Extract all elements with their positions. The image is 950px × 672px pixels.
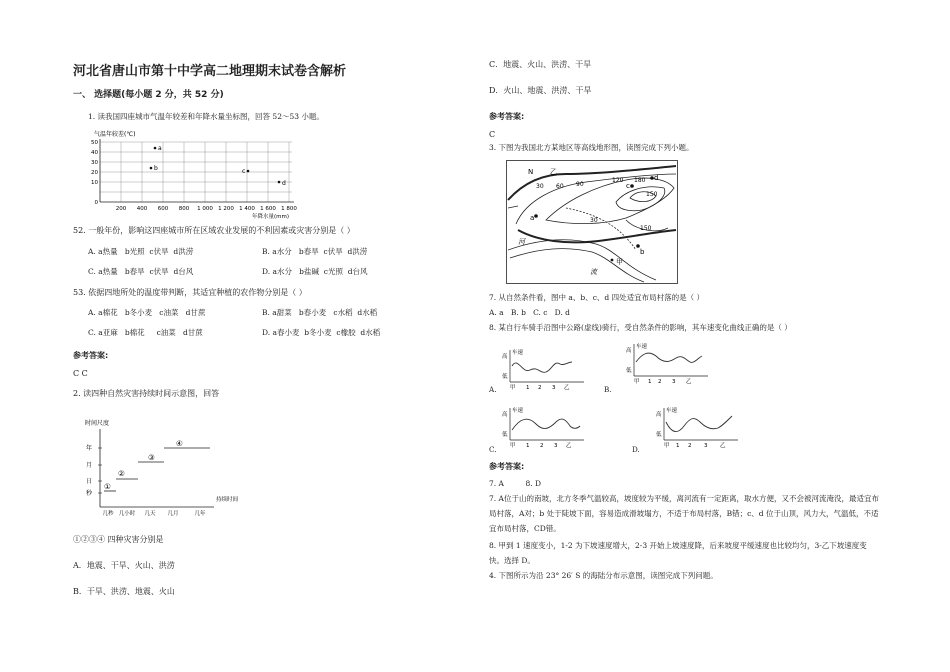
answer-text: 7. A 8. D: [489, 479, 541, 488]
speed-graph-d: [654, 404, 744, 450]
chart-ylabel: 气温年较差(℃): [94, 131, 136, 138]
svg-text:2: 2: [540, 443, 544, 449]
q2-sub: ①②③④ 四种灾害分别是: [73, 535, 164, 544]
contour-30: 30: [536, 183, 544, 190]
svg-text:2: 2: [658, 379, 662, 385]
disaster-duration-diagram: [82, 415, 242, 519]
contour-150a: 150: [646, 191, 658, 198]
x-tick: 1 200: [218, 206, 234, 212]
label-yi: 乙: [550, 168, 557, 176]
svg-text:1: 1: [648, 379, 652, 385]
q1-stem: 1. 读我国四座城市气温年较差和年降水量坐标图，回答 52～53 小题。: [88, 112, 324, 121]
chart-xlabel: 年降水量(mm): [252, 214, 290, 220]
diagram-xlabel: 持续时间: [216, 497, 239, 503]
x-tick: 400: [136, 206, 148, 212]
label-c: c: [242, 168, 246, 175]
marker-1: ①: [104, 482, 111, 491]
q2-opt-B: B．干旱、洪涝、地震、火山: [73, 587, 175, 596]
contour-90: 90: [576, 181, 584, 188]
explanation-8: 8. 甲到 1 速度变小，1-2 为下坡速度增大，2-3 开始上坡速度降，后来坡度平缓速度也比较均匀，3-乙下坡速度变快。选择 D。: [489, 541, 867, 565]
point-a: [154, 147, 157, 150]
svg-text:高: 高: [626, 348, 632, 354]
svg-text:高: 高: [656, 412, 662, 418]
point-c: [247, 170, 250, 173]
label-a: a: [158, 145, 162, 152]
x-tick: 1 000: [197, 206, 213, 212]
x-tick: 600: [157, 206, 169, 212]
q53-stem: 53. 依据四地所处的温度带判断，其适宜种植的农作物分别是（ ）: [73, 288, 307, 297]
marker-4: ④: [176, 439, 183, 448]
point-c: [630, 184, 634, 188]
x-tick: 几小时: [118, 511, 136, 517]
x-tick: 几月: [167, 511, 179, 517]
point-a: [534, 214, 538, 218]
svg-text:甲: 甲: [510, 385, 516, 391]
svg-text:1: 1: [526, 385, 530, 391]
q2-opt-C: C．地震、火山、洪涝、干旱: [489, 60, 592, 69]
q7-options: A. a B. b C. c D. d: [489, 308, 570, 317]
svg-text:高: 高: [502, 412, 508, 418]
svg-text:低: 低: [502, 374, 508, 380]
q52-stem: 52. 一般年份，影响这四座城市所在区域农业发展的不利因素或灾害分别是（ ）: [73, 226, 355, 235]
y-tick-second: 秒: [86, 490, 93, 497]
svg-text:1: 1: [526, 443, 530, 449]
svg-text:低: 低: [626, 368, 632, 374]
q53-opt-B: B. a甜菜 b春小麦 c水稻 d水稻: [262, 308, 378, 317]
label-d: d: [282, 180, 286, 187]
q8-opt-C: C.: [489, 445, 497, 454]
label-river-1: 河: [518, 238, 525, 246]
x-tick: 200: [115, 206, 127, 212]
q8-opt-D: D.: [632, 445, 640, 454]
point-d: [278, 181, 281, 184]
q53-opt-D: D. a春小麦 b冬小麦 c橡胶 d水稻: [262, 328, 381, 337]
svg-text:低: 低: [656, 432, 662, 438]
q8-stem: 8. 某自行车骑手沿图中公路(虚线)骑行，受自然条件的影响，其车速变化曲线正确的是（ ）: [489, 323, 792, 332]
answer-label: 参考答案:: [489, 462, 525, 471]
label-c: c: [626, 182, 630, 190]
svg-text:乙: 乙: [566, 443, 572, 449]
diagram-ylabel: 时间尺度: [85, 420, 110, 427]
y-tick-day: 日: [86, 478, 93, 485]
label-a: a: [530, 214, 535, 222]
answer-label: 参考答案:: [489, 112, 525, 121]
speed-graph-a: [500, 346, 590, 392]
contour-180: 180: [634, 177, 646, 184]
q52-opt-B: B. a水分 b春旱 c伏旱 d洪涝: [262, 247, 368, 256]
svg-text:3: 3: [704, 443, 708, 449]
section-heading: 一、 选择题(每小题 2 分，共 52 分): [73, 90, 224, 100]
svg-text:甲: 甲: [510, 443, 516, 449]
contour-120: 120: [612, 177, 624, 184]
svg-text:乙: 乙: [720, 443, 726, 449]
svg-text:车速: 车速: [512, 350, 524, 356]
q52-opt-A: A. a热量 b光照 c伏旱 d洪涝: [88, 247, 194, 256]
y-tick-year: 年: [86, 445, 93, 452]
q2-opt-D: D．火山、地震、洪涝、干旱: [489, 86, 592, 95]
svg-text:低: 低: [502, 432, 508, 438]
north-label: N: [528, 168, 534, 176]
svg-text:甲: 甲: [634, 379, 640, 385]
marker-2: ②: [118, 469, 125, 478]
speed-graph-b: [624, 340, 714, 386]
svg-text:1: 1: [676, 443, 680, 449]
contour-150b: 150: [640, 225, 652, 232]
svg-text:乙: 乙: [686, 379, 692, 385]
speed-graph-c: [500, 404, 590, 450]
x-tick: 几天: [144, 511, 156, 517]
svg-text:3: 3: [672, 379, 676, 385]
svg-text:2: 2: [538, 385, 542, 391]
answer-text: C C: [73, 369, 88, 378]
page-title: 河北省唐山市第十中学高二地理期末试卷含解析: [73, 64, 347, 79]
y-tick-month: 月: [86, 462, 93, 469]
q53-opt-C: C. a亚麻 b棉花 c油菜 d甘蔗: [88, 328, 203, 337]
svg-text:2: 2: [688, 443, 692, 449]
svg-text:车速: 车速: [512, 408, 524, 414]
contour-30b: 30: [590, 217, 598, 224]
label-river-2: 流: [590, 268, 597, 276]
q52-opt-C: C. a热量 b春旱 c伏旱 d台风: [88, 267, 194, 276]
q3-stem: 3. 下图为我国北方某地区等高线地形图，读图完成下列小题。: [489, 143, 694, 152]
marker-3: ③: [148, 453, 155, 462]
climate-scatter-chart: [82, 128, 312, 220]
label-d: d: [654, 174, 659, 182]
y-tick: 10: [91, 180, 98, 186]
x-tick: 1 800: [281, 206, 297, 212]
contour-60: 60: [556, 183, 564, 190]
q53-opt-A: A. a棉花 b冬小麦 c油菜 d甘蔗: [88, 308, 206, 317]
answer-label: 参考答案:: [73, 351, 109, 360]
label-jia: 甲: [616, 258, 623, 266]
y-tick: 20: [91, 170, 98, 176]
q52-opt-D: D. a水分 b盐碱 c光照 d台风: [262, 267, 368, 276]
svg-text:乙: 乙: [564, 385, 570, 391]
svg-text:高: 高: [502, 354, 508, 360]
point-jia: [611, 259, 614, 262]
y-tick: 40: [91, 150, 98, 156]
x-tick: 几秒: [102, 511, 114, 517]
q4-stem: 4. 下图所示为沿 23° 26′ S 的海陆分布示意图，读图完成下列问题。: [489, 571, 718, 580]
svg-text:甲: 甲: [664, 443, 670, 449]
x-tick: 800: [178, 206, 190, 212]
x-tick: 1 400: [239, 206, 255, 212]
y-tick: 30: [91, 160, 98, 166]
svg-text:车速: 车速: [636, 344, 648, 350]
svg-text:车速: 车速: [666, 408, 678, 414]
label-b: b: [154, 165, 158, 172]
label-b: b: [640, 248, 645, 256]
y-tick: 0: [94, 200, 98, 206]
y-tick: 50: [91, 140, 98, 146]
explanation-7: 7. A位于山的南坡，北方冬季气温较高，坡度较为平缓，离河流有一定距离，取水方便，又不会被河流淹没，最适宜布局村落，A对；b 处于陡坡下面，容易造成滑坡塌方，不适于布局村落，B错；c、d 位于山顶，风力大，气温低，不适宜布局村落，CD错。: [489, 494, 879, 533]
q2-opt-A: A．地震、干旱、火山、洪涝: [73, 561, 175, 570]
point-b: [150, 167, 153, 170]
q2-stem: 2. 读四种自然灾害持续时间示意图，回答: [73, 389, 220, 398]
svg-text:3: 3: [552, 385, 556, 391]
x-tick: 1 600: [260, 206, 276, 212]
contour-map: [506, 160, 678, 284]
q7-stem: 7. 从自然条件看，图中 a、b、c、d 四处适宜布局村落的是（ ）: [489, 293, 704, 302]
answer-text: C: [489, 130, 496, 139]
svg-text:3: 3: [554, 443, 558, 449]
q8-opt-B: B.: [604, 385, 612, 394]
q8-opt-A: A.: [489, 385, 497, 394]
x-tick: 几年: [194, 511, 206, 517]
